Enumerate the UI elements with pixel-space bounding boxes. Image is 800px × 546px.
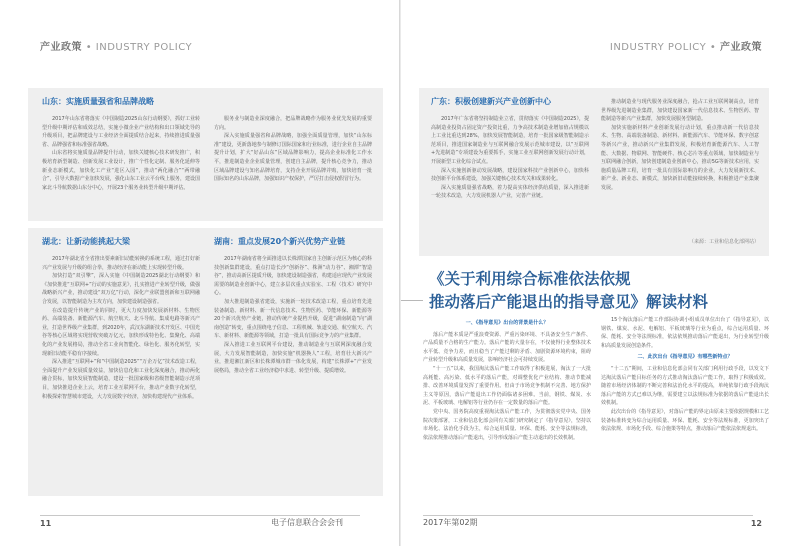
section-title-shandong: 山东：实施质量强省和品牌战略 (42, 97, 154, 106)
source-note: （来源：工业和信息化部网站） (688, 239, 759, 245)
header-separator: • (85, 42, 93, 53)
shandong-panel (28, 88, 383, 221)
left-footer-rule (40, 515, 360, 516)
right-page-header (610, 38, 762, 53)
header-category-cn: 产业政策 (40, 42, 82, 53)
article-title-line-1: 《关于利用综合标准依法依规 (429, 270, 631, 288)
left-page-header (40, 38, 192, 53)
shandong-column-1: 2017年山东省将落实《中国制造2025山东行动纲要》，抓好工业转型升级中期评估和成效总结，实施小微企业产业结构和出口领域先导的升级项目，把品牌建设与工业经济全面提质结合起来，持续推进质量强省、品牌强省和标准强省战略。 山东省将实施质量品牌提升行动，加快关键核心技术研发推广，积极培育新型制造、创新发展工业设计，推广个性化定制、服务化延伸等新业态新模式，加快化工产业“进区入园”，推动“两化融合”“两带融合”，引导大数据产业加快发展，强化山东工业云平台线上服务，建设国家北斗导航数据山东分中心，开展23个服务业转型升级中期评估。 (42, 116, 200, 191)
guangdong-panel (419, 88, 769, 256)
section-title-hunan: 湖南：重点发展20个新兴优势产业链 (214, 237, 346, 246)
article-title (429, 268, 708, 314)
section-title-hubei: 湖北：让新动能挑起大梁 (42, 237, 130, 246)
article-column-2: 15个淘汰落后产能工作部际协调小组成员单位出台了《指导意见》，以钢铁、煤炭、水泥、电解铝、平板玻璃等行业为重点，综合运用质量、环保、能耗、安全等法规标准，依法依规推动落后产能退出，为行业转型升级和高质量发展创造条件。 二、此次出台《指导意见》有哪些新特点？ “十二五”期间，工业和信息化部会同有关部门利用行政手段，以发文下达淘汰落后产能目标任务的方式推动淘汰落后产能工作，取得了积极成效。随着市场经济体制的不断完善和法治化水平的提高，单纯依靠行政手段淘汰落后产能的方式已难以为继，需要建立以法规标准为依据的落后产能退出长效机制。 此次出台的《指导意见》，对落后产能的界定由原来主要依据规模和工艺装备标准转变为综合运用质量、环保、能耗、安全等法规标准，更加突出了依法依规、市场化手段、综合施策等特点，推动落后产能依法依规退出。 (601, 317, 769, 433)
issue-label: 2017年第02期 (423, 518, 478, 527)
page-number-right: 12 (750, 519, 762, 528)
header-category-en: INDUSTRY POLICY (95, 42, 193, 53)
hubei-hunan-panel (28, 228, 383, 496)
article-title-line-2: 推动落后产能退出的指导意见》解读材料 (429, 293, 709, 311)
question-heading-1: 一、《指导意见》出台的背景是什么？ (465, 320, 549, 326)
right-footer (751, 519, 762, 528)
guangdong-column-1: 2017年广东省将坚持制造业立省，贯彻落实《中国制造2025》，提高制造业投资占固定资产投资比重，力争高技术制造业增加值占规模以上工业比重达到28%，加快发展智能制造，培育一批国家级智能制造示范项目，推进国家制造业与互联网融合发展示范城市建设，以“互联网+先进制造”专项建设为重要抓手，实施工业互联网创新发展行动计划，开展新型工业化综合试点。 深入实施创新驱动发展战略，建设国家科技产业创新中心，加快科技创新平台体系建设，加强关键核心技术攻关和成果转化。 深入实施质量强省战略，着力提高实体经济供给质量，深入推进新一轮技术改造，大力发展机器人产业，完善产业链。 (431, 116, 589, 200)
right-footer-rule (423, 515, 753, 516)
section-title-guangdong: 广东：积极创建新兴产业创新中心 (431, 97, 551, 106)
page-number-left: 11 (40, 519, 52, 528)
hunan-column: 2017年湖南省将全面推进以长株潭国家自主创新示范区为核心的科技创新集群建设，重点打造长沙“创新谷”、株洲“动力谷”、湘潭“智造谷”，推动高新区提质升级，加快建设制造强省，构建适应现代产业发展需要的制造业创新中心，建立多层次重点实验室、工程（技术）研究中心。 加大推进制造强省建设，实施新一轮技术改造工程，重点培育先进装备制造、新材料、新一代信息技术、生物医药、节能环保、新能源等20个新兴优势产业链，推动传统产业提档升级，促进“湖南制造”向“湖南创造”转变，重点围绕电子信息、工程机械、轨道交通、航空航天、汽车、新材料、新能源等领域，打造一批具有国际竞争力的产业集群。 深入推进工业互联网平台建设，推动制造业与互联网深度融合发展，大力发展智能制造，加快实施“机器换人”工程，培育壮大新兴产业，推进湘江新区和长株潭城市群一体化发展，构建“长株潭+”产业发展格局，推动全省工业经济稳中求进、转型升级、提质增效。 (214, 256, 372, 374)
header-separator: • (709, 42, 717, 53)
right-page (401, 0, 800, 546)
journal-name: 电子信息联合会会刊 (271, 518, 343, 527)
title-decoration-line (401, 300, 423, 301)
article-column-1: 一、《指导意见》出台的背景是什么？ 落后产能本质是严重浪费资源、严重污染环境、不具备安全生产条件、产品质量不合格的生产能力。落后产能的大量存在，不仅使得行业整体技术水平低、竞争力差，而且稳当了产能过剩的矛盾、加剧资源环境约束，阻碍产业转型升级和高质量发展，影响经济社会可持续发展。 “十一五”以来，我国淘汰落后产能工作取得了积极进展，淘汰了一大批高耗能、高污染、低水平的落后产能，对调整优化产业结构、推动节能减排、改善环境质量发挥了重要作用。但由于市场竞争机制不完善、地方保护主义等原因，落后产能退出工作仍面临诸多困难。当前，钢铁、煤炭、水泥、平板玻璃、电解铝等行业仍存在一定数量的落后产能。 党中央、国务院高度重视淘汰落后产能工作，为贯彻落实党中央、国务院决策部署，工业和信息化部会同有关部门研究制定了《指导意见》，坚持以市场化、法治化手段为主，综合运用质量、环保、能耗、安全等法规标准，依法依规推动落后产能退出，引导形成落后产能主动退出的长效机制。 (423, 320, 591, 441)
left-page (0, 0, 399, 546)
header-category-cn: 产业政策 (720, 42, 762, 53)
shandong-column-2: 服务业与制造业深度融合，把品牌战略作为服务业优先发展的重要方向。 深入实施质量强省和品牌战略，加强全面质量管理，加快“山东标准”建设，更新落地参与制修订国际国家和行业标准，进行企业自主品牌提升计划，扩大“好品山东”区域品牌影响力，提高企业标准化工作水平，推进制造业企业质量管理，创建自主品牌，提升核心竞争力，推动区域品牌建设与知名品牌培育，支持企业开展品牌并购，加快培育一批国际知名的山东品牌，加强知识产权保护，严厉打击侵权假冒行为。 (214, 116, 372, 183)
guangdong-column-2: 推动制造业与现代服务业深度融合，抢占工业互联网制高点，培育世界级先进制造业集群，加快建设国家新一代信息技术、生物医药、智能制造等新兴产业集群，加快发展服务型制造。 加快实施新材料产业创新发展行动计划，重点推动新一代信息技术、生物、高端装备制造、新材料、新能源汽车、节能环保、数字创意等新兴产业，推动新兴产业集群发展，积极培育新能源汽车、人工智能、大数据、物联网、智能硬件、核心芯片等重点领域，加快制造业与互联网融合创新，加快创建制造业创新中心，推动5G等新技术应用，实施质量品牌工程，培育一批具有国际影响力的企业，大力发展新技术、新产业、新业态、新模式，加快新旧动能接续转换，积极推进产业集聚发展。 (601, 99, 759, 191)
question-heading-2: 二、此次出台《指导意见》有哪些新特点？ (637, 354, 733, 361)
hubei-column: 2017年湖北省全省推出要素新旧动能转换的系统工程，通过打好新兴产业发展与升级的组合拳，推动经济在新动能上实现转型升级。 加快打造“双引擎”，深入实施《中国制造2025湖北行动纲要》和《加快推进“互联网+”行动的实施意见》，扎实推进产业转型升级，做强战略新兴产业，推动建设“双万亿”行动，深化产业联盟创新和互联网融合发展，以智能制造为主攻方向，加快建设制造强省。 在改造提升传统产业的同时，更大力度加快发展新材料、生物医药、高端装备、新能源汽车、航空航天、北斗导航、集成电路等新兴产业，打造世界级产业集群，到2020年，武汉东湖新技术开发区、中国光谷等核心区域将实现营收突破万亿元，加快形成特色化、集聚化、高端化的产业发展格局，推动全省工业向智能化、绿色化、服务化转型，实现新旧动能平稳有序接续。 深入推进“互联网+”和“中国制造2025”“万企万亿”技术改造工程，全面提升产业发展质量效益，加快信息化和工业化深度融合，推动两化融合贯标，加快发展智能制造，建设一批国家级和省级智能制造示范项目，加快推进企业上云，培育工业互联网平台，推动产业数字化转型，积极探索智慧城市建设，大力发展数字经济，加快构建现代产业体系。 (42, 256, 200, 400)
left-footer (40, 519, 51, 528)
header-category-en: INDUSTRY POLICY (609, 42, 707, 53)
